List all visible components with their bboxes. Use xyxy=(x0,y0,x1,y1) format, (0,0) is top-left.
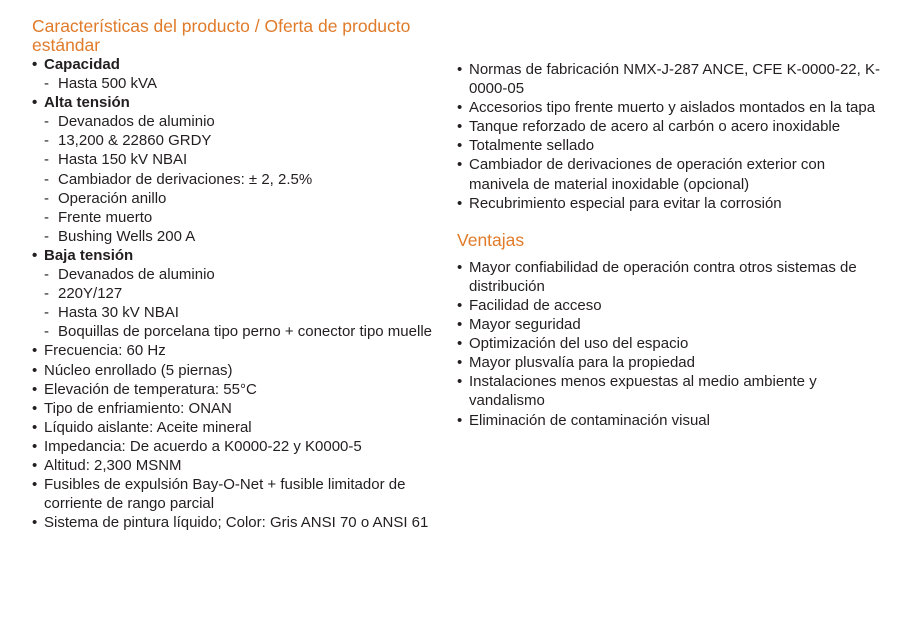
features-list xyxy=(32,55,432,532)
list-item: • Tanque reforzado de acero al carbón o acero inoxidable xyxy=(457,117,887,136)
list-item: • Frecuencia: 60 Hz xyxy=(32,341,432,360)
list-item: • Facilidad de acceso xyxy=(457,296,887,315)
sub-item: - Operación anillo xyxy=(32,189,432,208)
sub-item: - Bushing Wells 200 A xyxy=(32,227,432,246)
specs-list xyxy=(457,60,887,213)
ventajas-list xyxy=(457,258,887,430)
sub-item: - Cambiador de derivaciones: ± 2, 2.5% xyxy=(32,170,432,189)
sub-item: - Hasta 500 kVA xyxy=(32,74,432,93)
right-column xyxy=(457,60,887,430)
group-heading-baja-tension: • Baja tensión xyxy=(32,246,432,265)
left-column xyxy=(32,17,432,532)
list-item: • Cambiador de derivaciones de operación exterior con manivela de material inoxidable (opcional) xyxy=(457,155,887,193)
list-item: • Totalmente sellado xyxy=(457,136,887,155)
list-item: • Recubrimiento especial para evitar la corrosión xyxy=(457,194,887,213)
sub-item: - Hasta 30 kV NBAI xyxy=(32,303,432,322)
list-item: • Altitud: 2,300 MSNM xyxy=(32,456,432,475)
list-item: • Optimización del uso del espacio xyxy=(457,334,887,353)
list-item: • Mayor confiabilidad de operación contra otros sistemas de distribución xyxy=(457,258,887,296)
sub-item: - Devanados de aluminio xyxy=(32,112,432,131)
list-item: • Núcleo enrollado (5 piernas) xyxy=(32,361,432,380)
sub-item: - 13,200 & 22860 GRDY xyxy=(32,131,432,150)
list-item: • Eliminación de contaminación visual xyxy=(457,411,887,430)
list-item: • Fusibles de expulsión Bay-O-Net + fusible limitador de corriente de rango parcial xyxy=(32,475,432,513)
sub-item: - Hasta 150 kV NBAI xyxy=(32,150,432,169)
list-item: • Tipo de enfriamiento: ONAN xyxy=(32,399,432,418)
sub-item: - Devanados de aluminio xyxy=(32,265,432,284)
list-item: • Normas de fabricación NMX-J-287 ANCE, CFE K-0000-22, K-0000-05 xyxy=(457,60,887,98)
sub-item: - Boquillas de porcelana tipo perno + conector tipo muelle xyxy=(32,322,432,341)
list-item: • Líquido aislante: Aceite mineral xyxy=(32,418,432,437)
list-item: • Mayor plusvalía para la propiedad xyxy=(457,353,887,372)
list-item: • Sistema de pintura líquido; Color: Gris ANSI 70 o ANSI 61 xyxy=(32,513,432,532)
list-item: • Elevación de temperatura: 55°C xyxy=(32,380,432,399)
group-heading-capacidad: • Capacidad xyxy=(32,55,432,74)
list-item: • Impedancia: De acuerdo a K0000-22 y K0000-5 xyxy=(32,437,432,456)
list-item: • Instalaciones menos expuestas al medio ambiente y vandalismo xyxy=(457,372,887,410)
features-title: Características del producto / Oferta de producto estándar xyxy=(32,16,411,55)
list-item: • Accesorios tipo frente muerto y aislados montados en la tapa xyxy=(457,98,887,117)
sub-item: - 220Y/127 xyxy=(32,284,432,303)
group-heading-alta-tension: • Alta tensión xyxy=(32,93,432,112)
ventajas-title: Ventajas xyxy=(457,229,525,250)
sub-item: - Frente muerto xyxy=(32,208,432,227)
list-item: • Mayor seguridad xyxy=(457,315,887,334)
